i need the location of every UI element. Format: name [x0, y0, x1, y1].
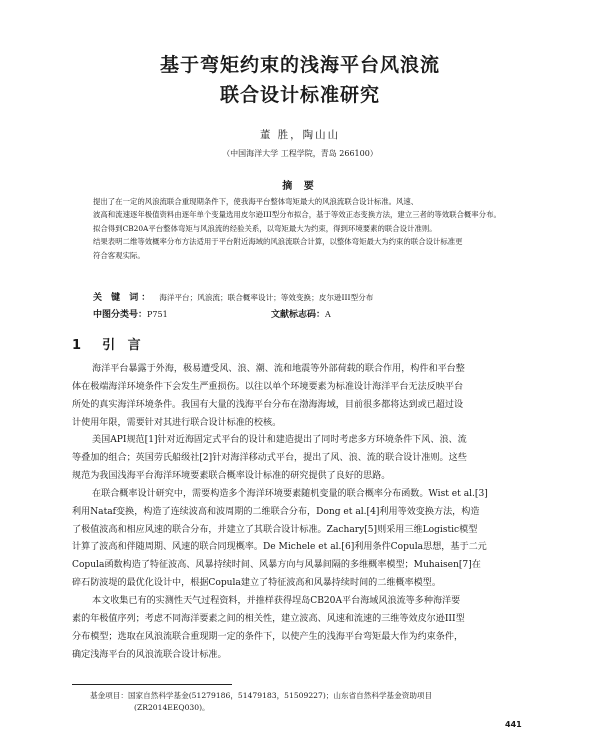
body-line: 碎石防波堤的最优化设计中，根据Copula建立了特征波高和风暴持续时间的二维概率模型。	[72, 578, 441, 589]
authors: 董 胜，陶山山	[259, 129, 341, 141]
clc-value: P751	[147, 310, 168, 319]
funding-footnote	[90, 690, 530, 714]
doc-code-label: 文献标志码：	[271, 310, 326, 320]
abstract-line: 结果表明二维等效概率分布方法适用于平台附近海域的风浪流联合计算，以整体弯矩最大为约束的联合设计标准更	[93, 237, 463, 247]
body-line: 规范为我国浅海平台海洋环境要素联合概率设计标准的研究提供了良好的思路。	[72, 471, 391, 482]
section-number: 1	[72, 338, 86, 353]
funding-line-2: (ZR2014EEQ030)。	[134, 703, 210, 712]
section-heading	[72, 334, 145, 353]
body-line: 了极值波高和相应风速的联合分布，并建立了其联合设计标准。Zachary[5]则采用三维Logistic模型	[72, 524, 478, 535]
title-line-2: 联合设计标准研究	[219, 84, 380, 106]
abstract-line: 提出了在一定的风浪流联合重现期条件下，使我海平台整体弯矩最大的风浪流联合设计标准。风速、	[93, 197, 419, 206]
funding-line-1: 基金项目：国家自然科学基金(51279186，51479183，51509227)；山东省自然科学基金资助项目	[90, 691, 433, 700]
body-line: 等叠加的组合；英国劳氏船级社[2]针对海洋移动式平台，提出了风、浪、流的联合设计准则。这些	[72, 453, 467, 464]
body-line: 美国API规范[1]针对近海固定式平台的设计和建造提出了同时考虑多方环境条件下风、浪、流	[92, 435, 467, 446]
abstract-line: 波高和流速逐年极值资料由逐年单个变量选用皮尔逊III型分布拟合，基于等效正态变换方法，建立三者的等效联合概率分布。	[93, 210, 501, 220]
body-line: Copula函数构造了特征波高、风暴持续时间、风暴方向与风暴间隔的多维概率模型；Muhaisen[7]在	[72, 560, 481, 571]
body-line: 海洋平台暴露于外海，极易遭受风、浪、潮、流和地震等外部荷载的联合作用，构件和平台整	[92, 364, 465, 374]
body-line: 分布模型；选取在风浪流联合重现期一定的条件下，以使产生的浅海平台弯矩最大作为约束条件，	[72, 631, 464, 642]
page-number: 441	[505, 720, 522, 729]
affiliation: （中国海洋大学 工程学院，青岛 266100）	[222, 149, 378, 158]
doc-code-value: A	[325, 310, 331, 319]
keywords-text: 海洋平台；风浪流；联合概率设计；等效变换；皮尔逊III型分布	[159, 293, 374, 302]
keywords-label: 关 键 词：	[93, 293, 154, 303]
abstract-line: 拟合得到CB20A平台整体弯矩与风浪流的经验关系，以弯矩最大为约束，得到环境要素的联合设计准则。	[93, 223, 437, 233]
body-line: 计算了波高和伴随周期、风速的联合同现概率。De Michele et al.[6]利用条件Copula思想，基于二元	[72, 542, 487, 553]
body-line: 素的年极值序列；考虑不同海洋要素之间的相关性，建立波高、风速和流速的三维等效皮尔逊III型	[72, 613, 465, 624]
doc-code	[271, 307, 331, 320]
body-text	[72, 361, 524, 664]
clc-label: 中图分类号：	[93, 310, 148, 320]
title-line-1: 基于弯矩约束的浅海平台风浪流	[159, 54, 440, 76]
section-title: 引 言	[102, 338, 145, 353]
body-line: 本文收集已有的实测性天气过程资料，并推样获得埕岛CB20A平台海域风浪流等多种海洋要	[92, 595, 461, 606]
abstract-line: 符合客观实际。	[93, 250, 145, 260]
body-line: 所处的真实海洋环境条件。我国有大量的浅海平台分布在渤海海域，目前很多都将达到或已超过设	[72, 399, 464, 410]
body-line: 确定浅海平台的风浪流联合设计标准。	[72, 649, 227, 660]
body-line: 体在极端海洋环境条件下会发生严重损伤。以往以单个环境要素为标准设计海洋平台无法反映平台	[72, 381, 464, 392]
keywords	[93, 290, 533, 303]
body-line: 计使用年限，需要针对其进行联合设计标准的校核。	[72, 417, 282, 428]
abstract-heading: 摘 要	[282, 181, 318, 192]
footnote-rule	[72, 684, 232, 685]
body-line: 利用Nataf变换，构造了连续波高和波周期的二维联合分布，Dong et al.[4]利用等效变换方法，构造	[72, 506, 480, 517]
body-line: 在联合概率设计研究中，需要构造多个海洋环境要素随机变量的联合概率分布函数。Wist et al.[3]	[92, 488, 488, 499]
classification	[93, 307, 533, 320]
abstract-body	[93, 195, 511, 262]
